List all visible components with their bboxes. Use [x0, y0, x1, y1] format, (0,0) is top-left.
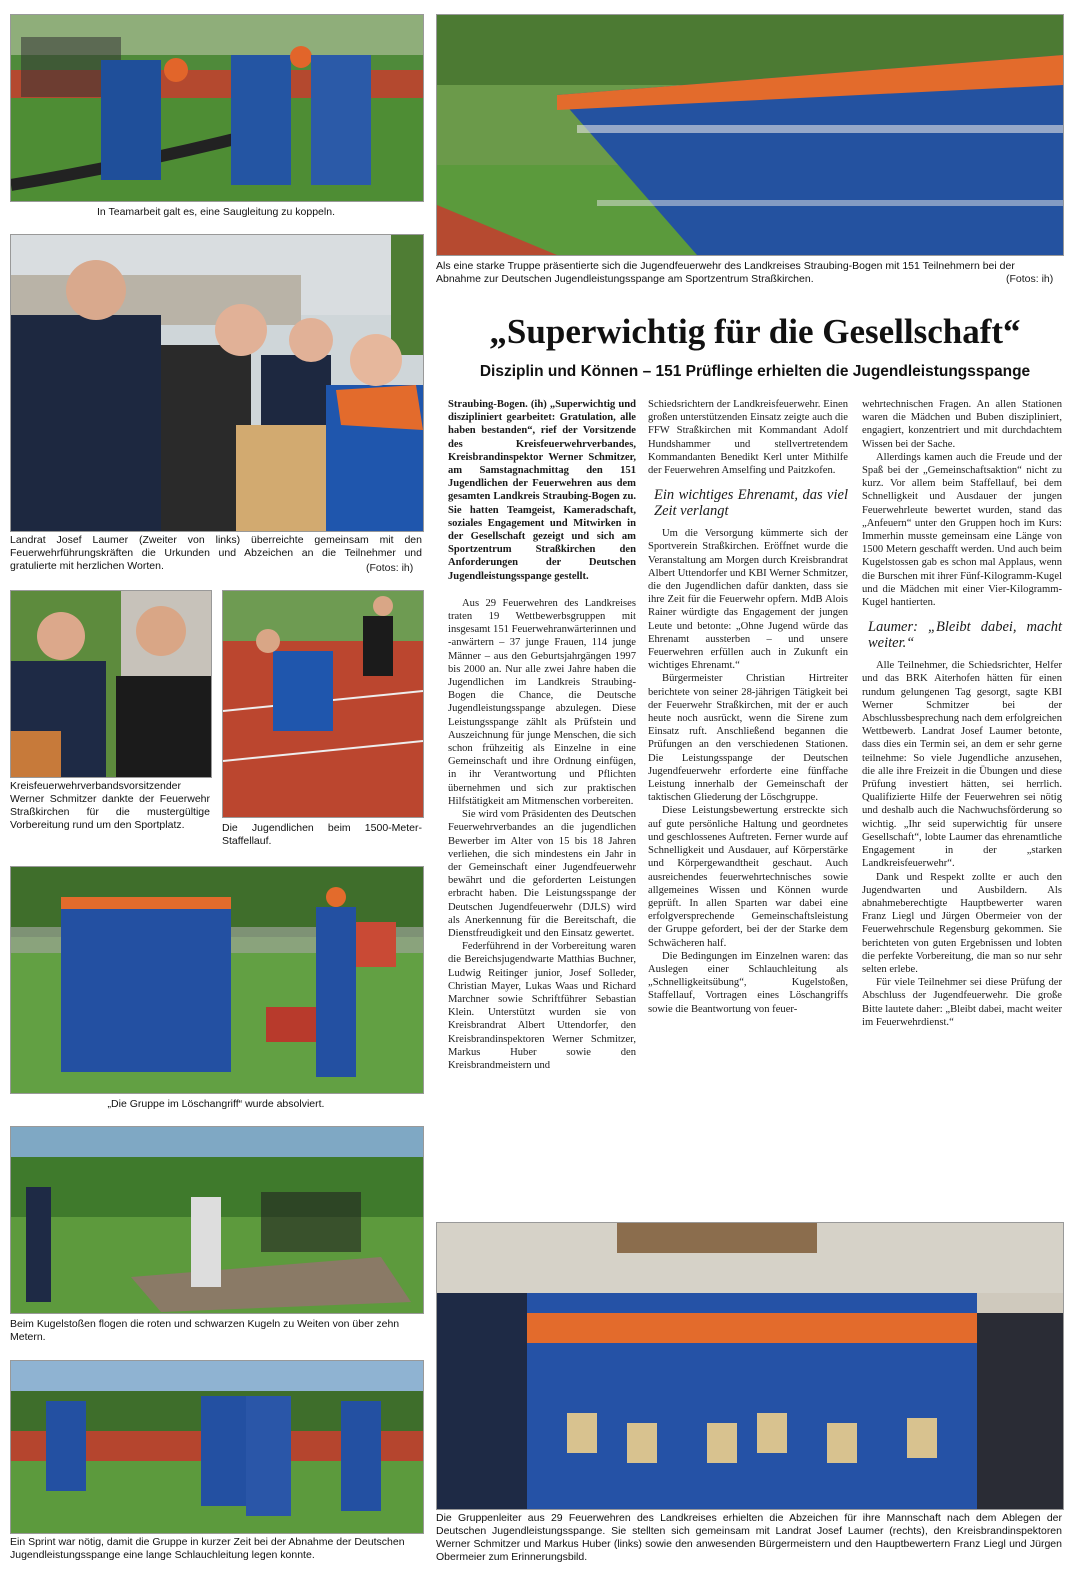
- photo-group-lineup: [436, 14, 1064, 256]
- photo-schmitzer-thanks: [10, 590, 212, 778]
- article-paragraph: Aus 29 Feuerwehren des Landkreises traten 19 Wettbewerbsgruppen mit insgesamt 151 Feuerwehranwärterinnen und -anwärtern – 37 junge Frauen, 114 junge Männer – aus den Geburtsjahrgängen 1997 bis 2000 an. Nur alle zwei Jahre haben die Jugendlichen im Landkreis Straubing-Bogen die Chance, die Deutsche Jugendleistungsspange abzulegen. Diese Leistungsspange zählt als Prüfstein und Auszeichnung für junge Menschen, die sich schon frühzeitig als Einzelne in eine Gemeinschaft und ihre Ordnung einfügen, in ihr Verantwortung und Pflichten übernehmen und sich zur praktischen Hilfstätigkeit am Mitmenschen vorbereiten.: [448, 597, 636, 807]
- caption-photo1: In Teamarbeit galt es, eine Saugleitung zu koppeln.: [97, 206, 335, 218]
- article-paragraph: Schiedsrichtern der Landkreisfeuerwehr. Einen großen unterstützenden Einsatz zeigte auch die FFW Straßkirchen mit Kommandant Adolf Hundshammer und stellvertretendem Kommandanten Benedikt Kerl unter Mithilfe der Feuerwehren Amselfing und Paitzkofen.: [648, 399, 848, 477]
- photo-hose-sprint: [10, 1360, 424, 1534]
- caption-photo6: „Die Gruppe im Löschangriff“ wurde absolviert.: [107, 1098, 325, 1110]
- photo-fire-attack-group: [10, 866, 424, 1094]
- article-column-1: [448, 398, 636, 1072]
- article-paragraph: Dank und Respekt zollte er auch den Jugendwarten und Ausbildern. Als abnahmeberechtigte Hauptbewerter waren Franz Liegl und Jürgen Obermeier von der Feuerwehrschule Regensburg gekommen. Sie berichteten von guten Ergebnissen und lobten die perfekte Vorbereitung, die man so nur sehr selten erlebe.: [862, 871, 1062, 975]
- photo-hose-coupling: [10, 14, 424, 202]
- photo-group-leaders: [436, 1222, 1064, 1510]
- caption-photo5: Die Jugendlichen beim 1500-Meter-Staffellauf.: [222, 822, 422, 847]
- caption-photo8: Ein Sprint war nötig, damit die Gruppe in kurzer Zeit bei der Abnahme der Deutschen Jugendleistungsspange eine lange Schlauchleitung legen konnte.: [10, 1536, 405, 1561]
- article-paragraph: Alle Teilnehmer, die Schiedsrichter, Helfer und das BRK Aiterhofen hätten für einen rundum gelungenen Tag gesorgt, sagte KBI Werner Schmitzer bei der Abschlussbesprechung nach dem erfolgreichen Wettbewerb. Landrat Josef Laumer betonte, dass dies ein Termin sei, an dem er sehr gerne teilnehme: So viele Jugendliche anzusehen, die alle ihre Freizeit in die Übungen und diese Prüfung investiert hätten, sei herrlich. Qualifizierte Hilfe der Feuerwehren sei nötig und deshalb auch die Nachwuchsförderung so wichtig. „Ihr seid superwichtig für unsere Gesellschaft“, lobte Laumer das ehrenamtliche Engagement in der „starken Landkreisfeuerwehr“.: [862, 660, 1062, 870]
- article-headline: „Superwichtig für die Gesellschaft“: [489, 312, 1021, 351]
- article-paragraph: Um die Versorgung kümmerte sich der Sportverein Straßkirchen. Eröffnet wurde die Veranstaltung am Morgen durch Kreisbrandrat Albert Uttendorfer und KBI Werner Schmitzer, die den Jugendlichen dafür dankten, dass sie ihre Zeit für die Feuerwehr opfern. MdB Alois Rainer würdigte das Engagement der jungen Leute und betonte: „Ohne Jugend würde das Ehrenamt aussterben – und unsere Feuerwehren erfüllen auch in Zukunft ein wichtiges Ehrenamt.“: [648, 528, 848, 672]
- photo-award-handover: [10, 234, 424, 532]
- caption-photo3: Landrat Josef Laumer (Zweiter von links) überreichte gemeinsam mit den Feuerwehrführungskräften die Urkunden und Abzeichen an die Teilnehmer und gratulierte mit herzlichen Worten.: [10, 534, 422, 572]
- article-paragraph: Bürgermeister Christian Hirtreiter berichtete von seiner 28-jährigen Tätigkeit bei der Feuerwehr Straßkirchen, mit der er auch heute noch ausrückt, wenn die Sirene zum Einsatz ruft. Anschließend begannen die Prüfungen an den verschiedenen Stationen. Die Leistungsspange der Deutschen Jugendfeuerwehr erforderte eine fünffache Leistung innerhalb der Gemeinschaft der taktischen Gliederung der Löschgruppe.: [648, 673, 848, 804]
- article-column-2: [648, 398, 848, 1016]
- article-subheading: Laumer: „Bleibt dabei, macht weiter.“: [868, 619, 1062, 652]
- article-paragraph: Sie wird vom Präsidenten des Deutschen Feuerwehrverbandes an die jugendlichen Bewerber im Alter von 15 bis 18 Jahren verliehen, die sich mindestens ein Jahr in der Gemeinschaft einer Jugendfeuerwehr bewährt und die geforderten Leistungen erbracht haben. Die Leistungsspange der Deutschen Jugendfeuerwehr (DJLS) wird als Anerkennung für die Bereitschaft, die Dienstfreudigkeit und den Einsatz gewertet.: [448, 809, 636, 939]
- credit-photo3: (Fotos: ih): [366, 562, 414, 574]
- article-subheading: Ein wichtiges Ehrenamt, das viel Zeit verlangt: [654, 487, 848, 520]
- article-paragraph: Allerdings kamen auch die Freude und der Spaß bei der „Gemeinschaftsaktion“ nicht zu kurz. Vor allem beim Staffellauf, bei dem Schnelligkeit und Ausdauer der jungen Feuerwehrleute bewertet wurden, stand das „Anfeuern“ unter den Gruppen hoch im Kurs: Immerhin musste gemeinsam eine Länge von 1500 Metern geschafft werden. Und auch beim Kugelstossen gab es schon mal Applaus, wenn die Burschen mit ihrer Fünf-Kilogramm-Kugel und die Mädchen mit einer Vier-Kilogramm-Kugel hantierten.: [862, 451, 1062, 609]
- article-subline: Disziplin und Können – 151 Prüflinge erhielten die Jugendleistungsspange: [479, 363, 1031, 380]
- photo-relay-run: [222, 590, 424, 818]
- article-paragraph: Straubing-Bogen. (ih) „Superwichtig und diszipliniert gearbeitet: Gratulation, alle haben bestanden“, rief der Vorsitzende des Kreisfeuerwehrverbandes, Kreisbrandinspektor Werner Schmitzer, am Samstagnachmittag den 151 Jugendlichen der Feuerwehren aus dem gesamten Landkreis Straubing-Bogen zu. Sie hatten Teamgeist, Kameradschaft, soziales Engagement und Mitwirken in der Gesellschaft gezeigt und sich am Sportzentrum Straßkirchen den Anforderungen der Deutschen Jugendleistungsspange gestellt.: [448, 399, 636, 582]
- caption-photo7: Beim Kugelstoßen flogen die roten und schwarzen Kugeln zu Weiten von über zehn Metern.: [10, 1318, 400, 1343]
- article-paragraph: Diese Leistungsbewertung erstreckte sich auf gute persönliche Haltung und geordnetes und geschlossenes Auftreten. Ferner wurde auf Schnelligkeit und Ausdauer, auf Körperstärke und Körpergewandtheit geschaut. Auch ausreichendes feuerwehrtechnisches sowie allgemeines Wissen und Können wurde geprüft. In allen Sparten war dabei eine erfolgversprechende Gemeinschaftsleistung der Gruppe gefordert, bei der der Starke dem Schwächeren half.: [648, 805, 848, 949]
- article-paragraph: Für viele Teilnehmer sei diese Prüfung der Abschluss der Jugendfeuerwehr. Die große Bitte lautete daher: „Bleibt dabei, macht weiter im Feuerwehrdienst.“: [862, 977, 1062, 1028]
- article-paragraph: Federführend in der Vorbereitung waren die Bereichsjugendwarte Matthias Buchner, Ludwig Reitinger junior, Josef Solleder, Christian Mayer, Lukas Waas und Richard Marchner sowie Schriftführer Sebastian Klein. Unterstützt wurden sie von Kreisbrandrat Albert Uttendorfer, den Kreisbrandinspektoren Werner Schmitzer, Markus Huber sowie den Kreisbrandmeistern und: [448, 941, 636, 1071]
- article-paragraph: wehrtechnischen Fragen. An allen Stationen waren die Mädchen und Buben diszipliniert, engagiert, konzentriert und mit durchdachtem Wissen bei der Sache.: [862, 399, 1062, 450]
- article-paragraph: Die Bedingungen im Einzelnen waren: das Auslegen einer Schlauchleitung als „Schnelligkeitsübung“, Kugelstoßen, Staffellauf, Vortragen eines Löschangriffs sowie die Beantwortung von feuer-: [648, 950, 848, 1015]
- caption-photo9: Die Gruppenleiter aus 29 Feuerwehren des Landkreises erhielten die Abzeichen für ihre Mannschaft nach dem Ablegen der Deutschen Jugendleistungsspange. Sie stellten sich gemeinsam mit Landrat Josef Laumer (rechts), den Kreisbrandinspektoren Werner Schmitzer und Markus Huber (links) sowie den anwesenden Bürgermeistern und den Hauptbewertern Franz Liegl und Jürgen Obermeier zum Erinnerungsbild.: [436, 1512, 1062, 1563]
- caption-photo4: Kreisfeuerwehrverbandsvorsitzender Werner Schmitzer dankte der Feuerwehr Straßkirchen für die mustergültige Vorbereitung rund um den Sportplatz.: [10, 780, 210, 831]
- photo-shot-put: [10, 1126, 424, 1314]
- credit-photo2: (Fotos: ih): [1006, 273, 1054, 285]
- caption-photo2: Als eine starke Truppe präsentierte sich die Jugendfeuerwehr des Landkreises Straubing-Bogen mit 151 Teilnehmern bei der Abnahme zur Deutschen Jugendleistungsspange am Sportzentrum Straßkirchen.: [436, 260, 1015, 285]
- article-column-3: [862, 398, 1062, 1029]
